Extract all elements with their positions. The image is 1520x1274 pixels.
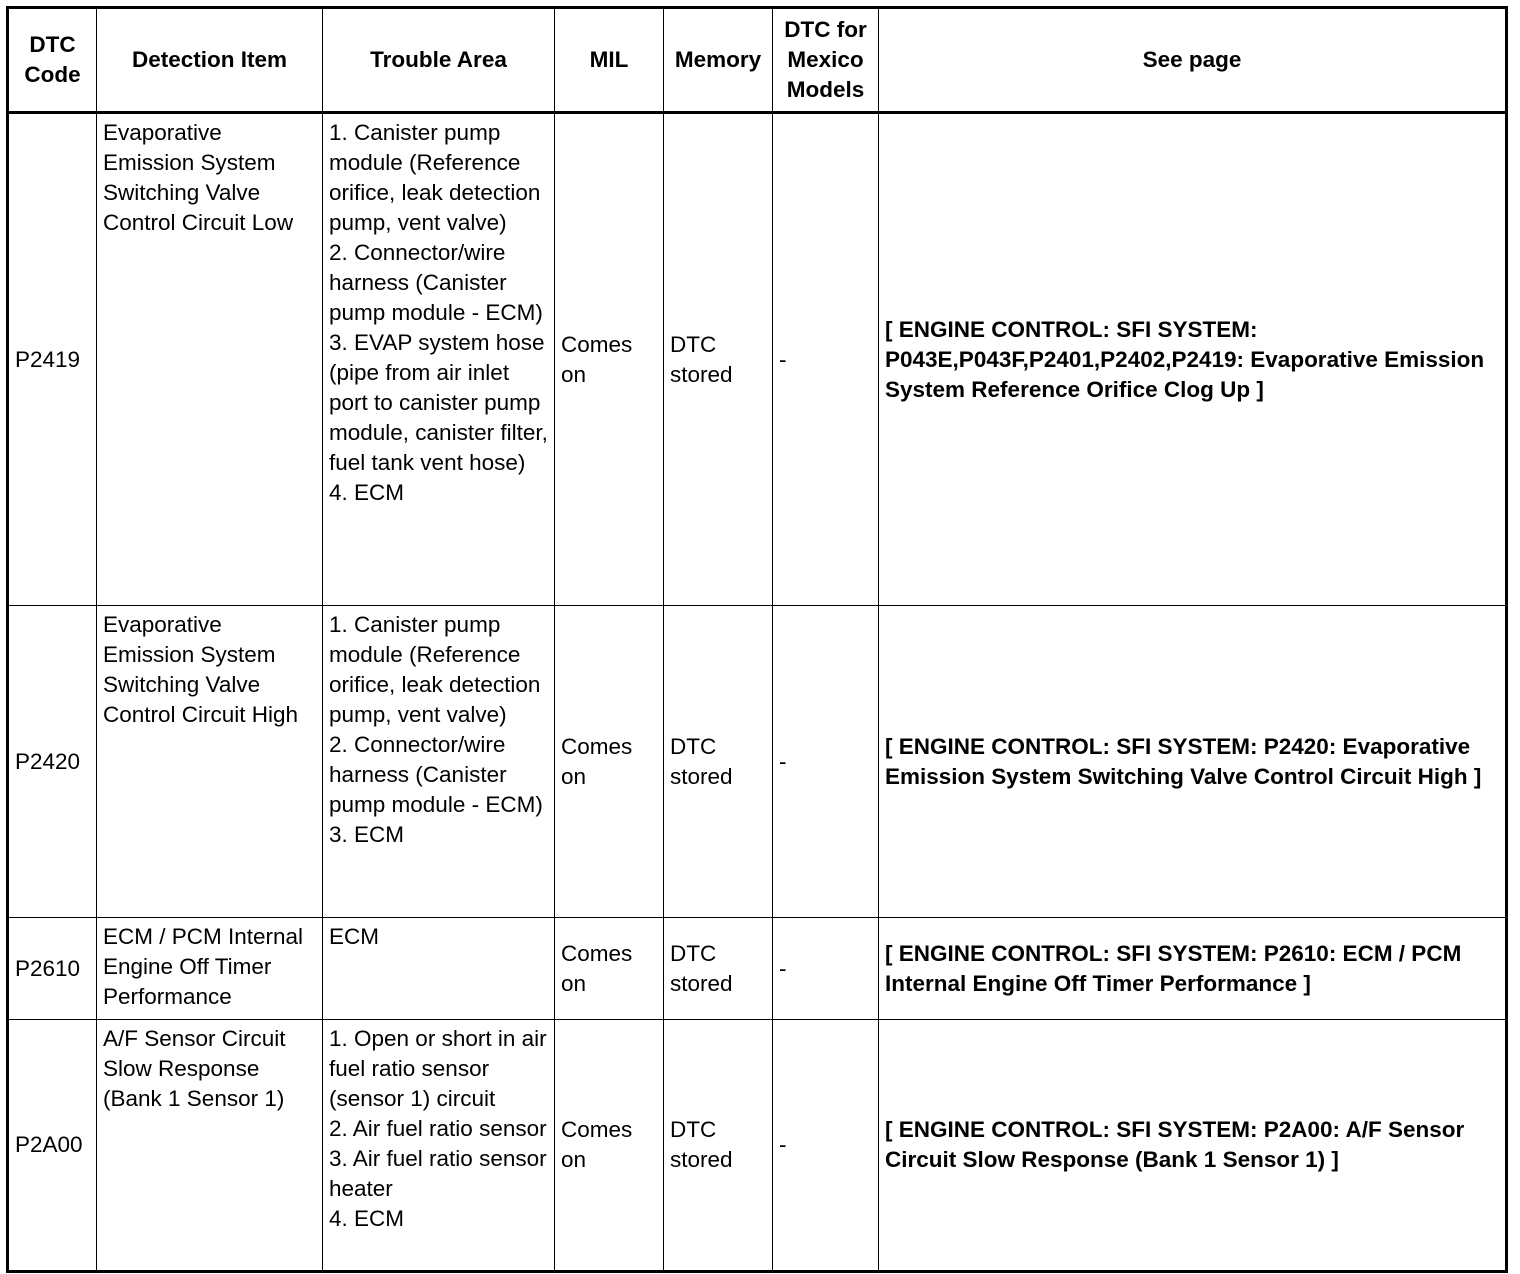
- header-detection-item: Detection Item: [97, 8, 323, 113]
- cell-dtc-code: P2420: [8, 606, 97, 918]
- table-row: [8, 918, 1507, 1020]
- cell-memory: DTC stored: [664, 1020, 773, 1272]
- cell-dtc-mexico: -: [773, 1020, 879, 1272]
- cell-memory: DTC stored: [664, 113, 773, 606]
- cell-detection-item: Evaporative Emission System Switching Valve Control Circuit Low: [97, 113, 323, 606]
- cell-dtc-code: P2A00: [8, 1020, 97, 1272]
- trouble-area-line: 2. Connector/wire harness (Canister pump module - ECM): [329, 240, 543, 325]
- cell-mil: Comes on: [555, 918, 664, 1020]
- table-header-row: [8, 8, 1507, 113]
- trouble-area-line: 1. Open or short in air fuel ratio sensor (sensor 1) circuit: [329, 1026, 547, 1111]
- trouble-area-line: 3. Air fuel ratio sensor heater: [329, 1146, 547, 1201]
- cell-mil: Comes on: [555, 113, 664, 606]
- trouble-area-line: ECM: [329, 924, 379, 949]
- cell-trouble-area: [323, 606, 555, 918]
- table-row: [8, 113, 1507, 606]
- trouble-area-line: 4. ECM: [329, 480, 405, 505]
- cell-see-page-link[interactable]: [ ENGINE CONTROL: SFI SYSTEM: P2420: Evaporative Emission System Switching Valve Control Circuit High ]: [879, 606, 1507, 918]
- cell-trouble-area: [323, 113, 555, 606]
- cell-detection-item: ECM / PCM Internal Engine Off Timer Performance: [97, 918, 323, 1020]
- header-trouble-area: Trouble Area: [323, 8, 555, 113]
- header-memory: Memory: [664, 8, 773, 113]
- trouble-area-line: 3. ECM: [329, 822, 405, 847]
- trouble-area-line: 1. Canister pump module (Reference orifice, leak detection pump, vent valve): [329, 612, 541, 727]
- trouble-area-line: 2. Connector/wire harness (Canister pump module - ECM): [329, 732, 543, 817]
- cell-dtc-mexico: -: [773, 606, 879, 918]
- cell-trouble-area: [323, 918, 555, 1020]
- cell-dtc-code: P2419: [8, 113, 97, 606]
- cell-see-page-link[interactable]: [ ENGINE CONTROL: SFI SYSTEM: P2A00: A/F Sensor Circuit Slow Response (Bank 1 Sensor 1) ]: [879, 1020, 1507, 1272]
- cell-mil: Comes on: [555, 606, 664, 918]
- header-see-page: See page: [879, 8, 1507, 113]
- cell-dtc-mexico: -: [773, 113, 879, 606]
- header-mil: MIL: [555, 8, 664, 113]
- dtc-table: [6, 6, 1508, 1273]
- trouble-area-line: 4. ECM: [329, 1206, 405, 1231]
- cell-trouble-area: [323, 1020, 555, 1272]
- cell-dtc-code: P2610: [8, 918, 97, 1020]
- cell-mil: Comes on: [555, 1020, 664, 1272]
- trouble-area-line: 2. Air fuel ratio sensor: [329, 1116, 547, 1141]
- cell-see-page-link[interactable]: [ ENGINE CONTROL: SFI SYSTEM: P2610: ECM / PCM Internal Engine Off Timer Performance ]: [879, 918, 1507, 1020]
- cell-see-page-link[interactable]: [ ENGINE CONTROL: SFI SYSTEM: P043E,P043F,P2401,P2402,P2419: Evaporative Emission System Reference Orifice Clog Up ]: [879, 113, 1507, 606]
- cell-detection-item: Evaporative Emission System Switching Valve Control Circuit High: [97, 606, 323, 918]
- cell-memory: DTC stored: [664, 606, 773, 918]
- header-dtc-code: DTC Code: [8, 8, 97, 113]
- cell-detection-item: A/F Sensor Circuit Slow Response (Bank 1 Sensor 1): [97, 1020, 323, 1272]
- table-row: [8, 1020, 1507, 1272]
- table-row: [8, 606, 1507, 918]
- trouble-area-line: 1. Canister pump module (Reference orifice, leak detection pump, vent valve): [329, 120, 541, 235]
- cell-dtc-mexico: -: [773, 918, 879, 1020]
- cell-memory: DTC stored: [664, 918, 773, 1020]
- trouble-area-line: 3. EVAP system hose (pipe from air inlet port to canister pump module, canister filter, fuel tank vent hose): [329, 330, 548, 475]
- header-dtc-mexico: DTC for Mexico Models: [773, 8, 879, 113]
